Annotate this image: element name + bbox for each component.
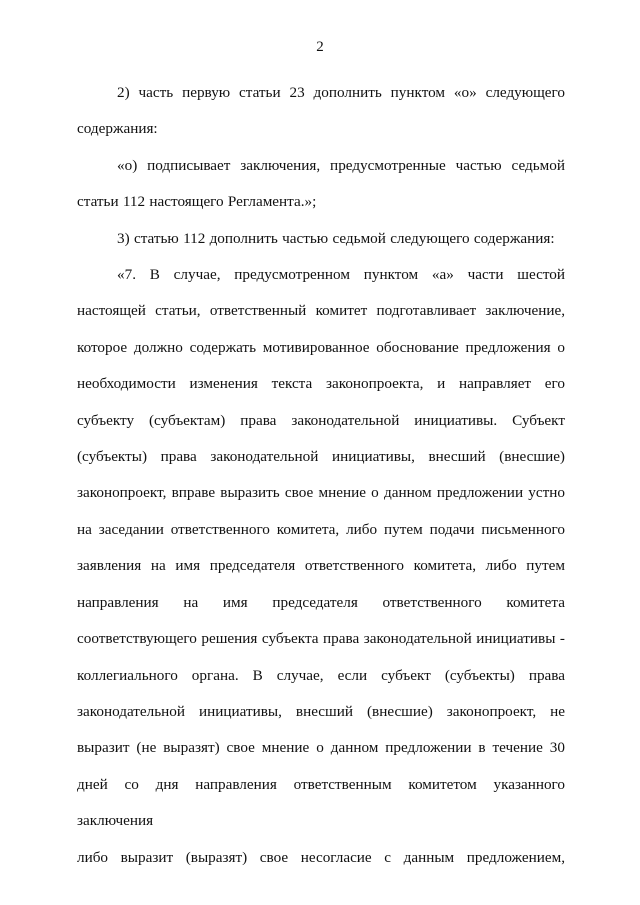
paragraph-subitem-o: «о) подписывает заключения, предусмотренные частью седьмой статьи 112 настоящего Регламента.»; [77, 156, 565, 211]
paragraph-part-7-continuation: либо выразит (выразят) свое несогласие с данным предложением, [77, 848, 565, 866]
paragraph-part-7-text: «7. В случае, предусмотренном пунктом «а» части шестой настоящей статьи, ответственный комитет подготавливает заключение, которое должно содержать мотивированное обоснование предложения о необходимости изменения текста законопроекта, и направляет его субъекту (субъектам) права законодательной инициативы. Субъект (субъекты) права законодательной инициативы, внесший (внесшие) законопроект, вправе выразить свое мнение о данном предложении устно на заседании ответственного комитета, либо путем подачи письменного заявления на имя председателя ответственного комитета, либо путем направления на имя председателя ответственного комитета соответствующего решения субъекта права законодательной инициативы - коллегиального органа. В случае, если субъект (субъекты) права законодательной инициативы, внесший (внесшие) законопроект, не выразит (не выразят) свое мнение о данном предложении в течение 30 дней со дня направления ответственным комитетом указанного заключения [77, 266, 565, 830]
page-number: 2 [316, 39, 324, 55]
paragraph-item-2: 2) часть первую статьи 23 дополнить пунктом «о» следующего содержания: [77, 84, 565, 138]
paragraph-part-7 [77, 257, 565, 876]
document-body [77, 75, 565, 876]
paragraph-item-3: 3) статью 112 дополнить частью седьмой следующего содержания: [117, 229, 555, 247]
